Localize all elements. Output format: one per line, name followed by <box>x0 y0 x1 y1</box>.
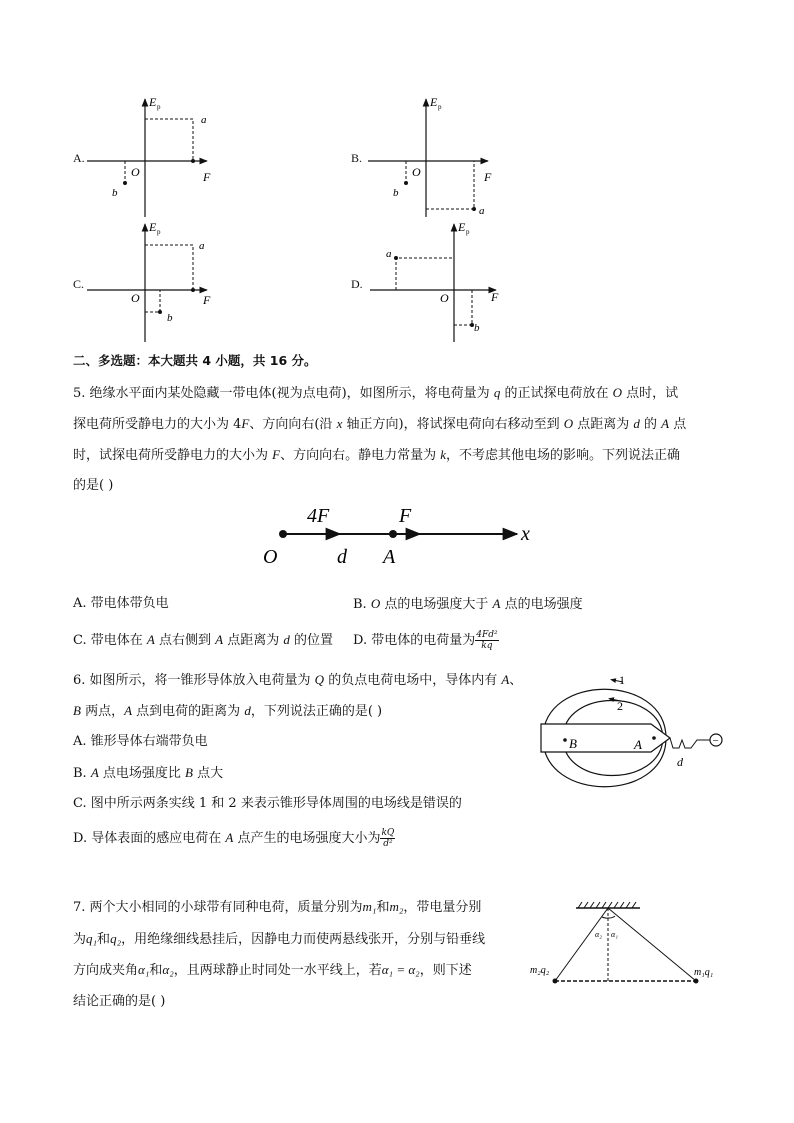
svg-text:α₂: α₂ <box>595 930 602 939</box>
q5-line-4: 的是( ) <box>73 478 114 493</box>
svg-text:p: p <box>438 103 442 111</box>
q5-figure <box>255 498 545 570</box>
q5-line-1: 5. 绝缘水平面内某处隐藏一带电体(视为点电荷)，如图所示，将电荷量为 q 的正试探电荷放在 O 点时，试 <box>73 385 679 401</box>
negative-charge: − <box>712 735 719 747</box>
svg-text:2: 2 <box>617 699 623 713</box>
svg-text:A: A <box>634 737 642 752</box>
section-heading: 二、多选题：本大题共 4 小题，共 16 分。 <box>73 353 317 368</box>
svg-text:F: F <box>491 290 499 304</box>
svg-text:F: F <box>484 170 492 184</box>
svg-text:x: x <box>521 523 530 545</box>
option-c-label: C. <box>73 277 85 291</box>
svg-text:b: b <box>474 322 480 334</box>
svg-text:a: a <box>386 248 392 260</box>
svg-text:B: B <box>569 736 577 751</box>
svg-text:a: a <box>199 240 205 252</box>
q5-option-a: A. 带电体带负电 <box>73 596 169 611</box>
q7-line-2: 为q₁和q₂，用绝缘细线悬挂后，因静电力而使两悬线张开，分别与铅垂线 <box>73 931 486 947</box>
q7-line-1: 7. 两个大小相同的小球带有同种电荷，质量分别为m₁和m₂，带电量分别 <box>73 899 482 915</box>
svg-text:b: b <box>112 187 118 199</box>
q5-option-d: D. 带电体的电荷量为 $\frac{\text{4Fd²}}{kq}$ <box>353 630 498 651</box>
svg-text:O: O <box>263 546 278 568</box>
svg-text:1: 1 <box>619 673 625 687</box>
graph-d <box>366 220 516 345</box>
svg-text:m₁q₁: m₁q₁ <box>694 967 714 978</box>
svg-text:A: A <box>383 546 396 568</box>
q5-line-3: 时，试探电荷所受静电力的大小为 F、方向向右。静电力常量为 k，不考虑其他电场的影响。下列说法正确 <box>73 447 681 463</box>
svg-text:d: d <box>337 546 347 568</box>
svg-text:d: d <box>677 755 683 769</box>
option-a-label: A. <box>73 151 85 165</box>
force-label-o: 4F <box>307 505 330 527</box>
svg-text:F: F <box>203 170 211 184</box>
q5-option-c: C. 带电体在 A 点右侧到 A 点距离为 d 的位置 <box>73 632 333 648</box>
svg-text:E: E <box>149 220 157 234</box>
svg-text:O: O <box>412 165 421 179</box>
q6-option-a: A. 锥形导体右端带负电 <box>73 734 208 749</box>
svg-text:b: b <box>167 312 173 324</box>
svg-text:p: p <box>157 103 161 111</box>
option-b-label: B. <box>351 151 363 165</box>
graph-b <box>366 95 506 220</box>
q7-figure <box>528 895 728 995</box>
graph-c <box>85 220 225 345</box>
q6-line-1: 6. 如图所示，将一锥形导体放入电荷量为 Q 的负点电荷电场中，导体内有 A、 <box>73 672 523 688</box>
svg-text:E: E <box>430 95 438 109</box>
svg-text:p: p <box>157 228 161 236</box>
svg-text:F: F <box>203 293 211 307</box>
q6-option-b: B. A 点电场强度比 B 点大 <box>73 765 224 781</box>
svg-text:O: O <box>131 291 140 305</box>
q6-option-c: C. 图中所示两条实线 1 和 2 来表示锥形导体周围的电场线是错误的 <box>73 796 462 811</box>
graph-a <box>85 95 225 220</box>
svg-text:a: a <box>479 205 485 217</box>
axis-y-label: E <box>149 95 157 109</box>
svg-text:a: a <box>201 114 207 126</box>
svg-text:O: O <box>131 165 140 179</box>
q5-option-b: B. O 点的电场强度大于 A 点的电场强度 <box>353 596 583 612</box>
option-d-label: D. <box>351 277 363 291</box>
q6-option-d: D. 导体表面的感应电荷在 A 点产生的电场强度大小为 $\frac{kQ}{\text{d²}}$ <box>73 828 395 849</box>
force-label-a: F <box>399 505 412 527</box>
svg-text:b: b <box>393 187 399 199</box>
svg-text:m₂q₂: m₂q₂ <box>530 965 550 976</box>
q7-line-4: 结论正确的是( ) <box>73 994 166 1009</box>
svg-text:O: O <box>440 291 449 305</box>
q6-figure <box>533 668 733 818</box>
q7-line-3: 方向成夹角α₁和α₂，且两球静止时同处一水平线上，若α₁ = α₂，则下述 <box>73 962 472 978</box>
q6-line-2: B 两点，A 点到电荷的距离为 d，下列说法正确的是( ) <box>73 703 383 719</box>
svg-text:α₁: α₁ <box>611 930 618 939</box>
q5-line-2: 探电荷所受静电力的大小为 4F、方向向右(沿 x 轴正方向)，将试探电荷向右移动至到 O 点距离为 d 的 A 点 <box>73 416 687 432</box>
svg-text:p: p <box>466 228 470 236</box>
svg-text:E: E <box>458 220 466 234</box>
